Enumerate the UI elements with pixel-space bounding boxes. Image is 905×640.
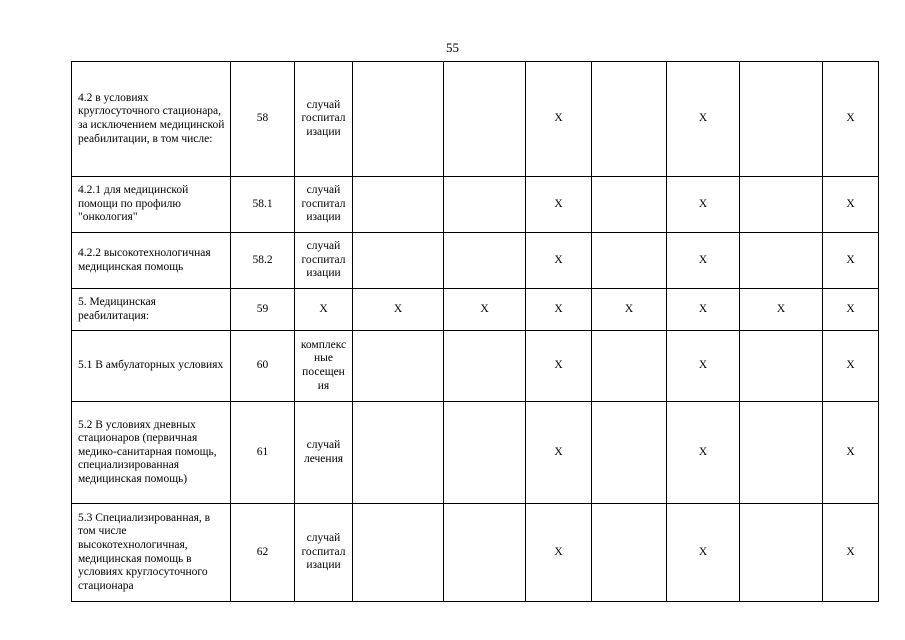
value-cell — [444, 62, 526, 177]
row-name-cell: 4.2 в условиях круглосуточного стационара, за исключением медицинской реабилитации, в том числе: — [72, 62, 231, 177]
table-row — [72, 289, 879, 331]
value-cell — [740, 233, 823, 289]
row-name-cell: 5.2 В условиях дневных стационаров (первичная медико-санитарная помощь, специализированная медицинская помощь) — [72, 402, 231, 504]
value-cell: X — [667, 504, 740, 602]
row-name-cell: 5.1 В амбулаторных условиях — [72, 331, 231, 402]
value-cell: X — [526, 62, 592, 177]
value-cell — [592, 504, 667, 602]
row-code-cell: 58.2 — [231, 233, 295, 289]
value-cell: X — [444, 289, 526, 331]
value-cell: X — [526, 504, 592, 602]
value-cell: X — [823, 177, 879, 233]
value-cell — [740, 331, 823, 402]
value-cell: X — [526, 402, 592, 504]
row-unit-cell: случай госпитал изации — [295, 177, 353, 233]
row-code-cell: 60 — [231, 331, 295, 402]
row-unit-cell: случай госпитал изации — [295, 62, 353, 177]
value-cell: X — [823, 233, 879, 289]
row-code-cell: 58.1 — [231, 177, 295, 233]
value-cell: X — [592, 289, 667, 331]
value-cell: X — [526, 289, 592, 331]
value-cell: X — [667, 233, 740, 289]
value-cell — [353, 331, 444, 402]
page-number: 55 — [446, 40, 459, 55]
value-cell — [353, 62, 444, 177]
table-row — [72, 62, 879, 177]
value-cell — [444, 233, 526, 289]
value-cell — [353, 402, 444, 504]
value-cell: X — [667, 331, 740, 402]
value-cell — [592, 233, 667, 289]
value-cell: X — [740, 289, 823, 331]
value-cell — [740, 177, 823, 233]
value-cell: X — [667, 177, 740, 233]
row-unit-cell: случай госпитал изации — [295, 233, 353, 289]
value-cell — [592, 402, 667, 504]
value-cell: X — [823, 504, 879, 602]
table-row — [72, 331, 879, 402]
value-cell: X — [667, 402, 740, 504]
row-unit-cell: X — [295, 289, 353, 331]
row-unit-cell: случай лечения — [295, 402, 353, 504]
value-cell: X — [823, 402, 879, 504]
row-unit-cell: комплекс ные посещен ия — [295, 331, 353, 402]
row-unit-cell: случай госпитал изации — [295, 504, 353, 602]
value-cell — [353, 233, 444, 289]
row-code-cell: 61 — [231, 402, 295, 504]
row-name-cell: 4.2.1 для медицинской помощи по профилю "онкология" — [72, 177, 231, 233]
table-row — [72, 504, 879, 602]
value-cell: X — [823, 331, 879, 402]
value-cell: X — [526, 177, 592, 233]
row-name-cell: 5.3 Специализированная, в том числе высокотехнологичная, медицинская помощь в условиях круглосуточного стационара — [72, 504, 231, 602]
value-cell: X — [526, 233, 592, 289]
value-cell — [592, 62, 667, 177]
data-table — [71, 61, 879, 602]
value-cell — [444, 331, 526, 402]
row-code-cell: 59 — [231, 289, 295, 331]
row-name-cell: 4.2.2 высокотехнологичная медицинская помощь — [72, 233, 231, 289]
value-cell — [444, 504, 526, 602]
value-cell — [592, 331, 667, 402]
value-cell: X — [823, 289, 879, 331]
value-cell — [740, 402, 823, 504]
table-row — [72, 402, 879, 504]
value-cell: X — [667, 289, 740, 331]
value-cell — [353, 504, 444, 602]
table-row — [72, 177, 879, 233]
table-row — [72, 233, 879, 289]
value-cell: X — [526, 331, 592, 402]
value-cell — [444, 177, 526, 233]
value-cell: X — [353, 289, 444, 331]
value-cell: X — [667, 62, 740, 177]
value-cell — [592, 177, 667, 233]
value-cell — [740, 62, 823, 177]
row-code-cell: 62 — [231, 504, 295, 602]
value-cell: X — [823, 62, 879, 177]
row-name-cell: 5. Медицинская реабилитация: — [72, 289, 231, 331]
value-cell — [353, 177, 444, 233]
row-code-cell: 58 — [231, 62, 295, 177]
value-cell — [740, 504, 823, 602]
value-cell — [444, 402, 526, 504]
